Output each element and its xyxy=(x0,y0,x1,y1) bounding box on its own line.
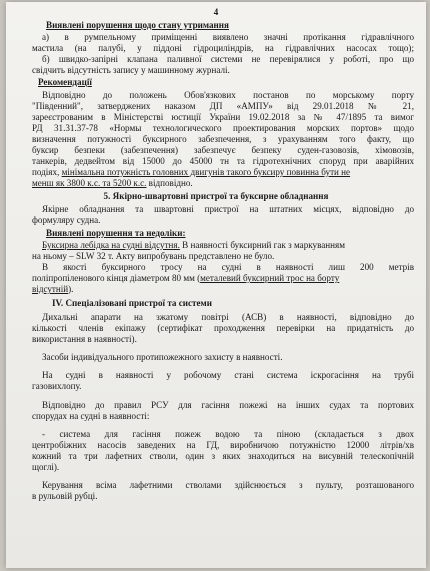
highlight-text: металевий буксирний трос на борту xyxy=(200,273,340,283)
page-number: 4 xyxy=(213,7,219,17)
paragraph-line: В якості буксирного тросу на судні в наявності лиш 200 метрів xyxy=(42,262,414,272)
paragraph-line: Відповідно до положень Обов'язкових постанов по морському порту xyxy=(42,90,414,100)
paragraph-line: Керування всіма лафетними стволами здійснюється з пульту, розташованого xyxy=(42,480,414,490)
violations-heading: Виявлені порушення щодо стану утримання xyxy=(46,20,229,30)
highlight-text: відсутній xyxy=(32,284,69,294)
paragraph-line: танкерів, дедвейтом від 15000 до 45000 тн та гідротехнічних споруд при аварійних xyxy=(32,156,414,166)
paragraph-line: Якірне обладнання та швартовні пристрої на штатних місцях, відповідно до xyxy=(42,204,414,214)
paragraph-line: формуляру судна. xyxy=(32,215,101,225)
section-4-heading: IV. Спеціалізовані пристрої та системи xyxy=(52,298,212,308)
paragraph-text: поліпропіленового кінця діаметром 80 мм ( xyxy=(32,273,201,283)
paragraph-line: на ньому – SLW 32 т. Акту випробувань представлено не було. xyxy=(32,251,275,261)
emphasis-line xyxy=(32,178,414,189)
paragraph-line: зареєстрованим в Міністерстві юстиції України 19.02.2018 за № 47/1895 та вимог xyxy=(32,112,414,122)
paragraph-line: спорудах на судні в наявності: xyxy=(32,411,150,421)
document-page xyxy=(6,2,426,568)
paragraph-line: буксир безпеки (забезпечення) забезпечує безпеку суден-газовозів, хімовозів, xyxy=(32,145,414,155)
paragraph-line: Засоби індивідуального протипожежного захисту в наявності. xyxy=(42,352,283,362)
emphasis-text: менш як 3800 к.с. та 5200 к.с. xyxy=(32,178,147,188)
paragraph-line: кількості членів екіпажу (сертифікат проходження перевірки на придатність до xyxy=(32,323,414,333)
defects-heading: Виявлені порушення та недоліки: xyxy=(46,228,186,238)
emphasis-text: мінімальна потужність головних двигунів такого буксиру повинна бути не xyxy=(61,167,351,177)
emphasis-line xyxy=(32,167,414,178)
paragraph-tail: відповідно. xyxy=(146,178,193,188)
section-5-heading: 5. Якірно-швартовні пристрої та буксирне обладнання xyxy=(103,191,329,201)
paragraph-line: в рульовій рубці. xyxy=(32,491,98,501)
paragraph-line: газовихлопу. xyxy=(32,381,82,391)
paragraph-line: мастила (на палубі, у піддоні гідроциліндрів, на гідравлічних насосах тощо); xyxy=(32,43,414,53)
paragraph-line: свідчить відсутність запису у машинному журналі. xyxy=(32,65,230,75)
paragraph-line: "Південний", затверджених наказом ДП «АМПУ» від 29.01.2018 № 21, xyxy=(32,101,414,111)
recommendations-heading: Рекомендації xyxy=(38,77,92,87)
paragraph-text: В наявності буксирний гак з маркуванням xyxy=(179,240,345,250)
paragraph-line: використання в наявності). xyxy=(32,334,137,344)
paragraph-line: Відповідно до правил РСУ для гасіння пожежі на інших судах та портових xyxy=(42,400,414,410)
paragraph-line: а) в румпельному приміщенні виявлено значні протікання гідравлічного xyxy=(42,32,414,42)
paragraph-line xyxy=(42,240,414,251)
paragraph-line: На судні в наявності у робочому стані система іскрогасіння на трубі xyxy=(42,370,414,380)
paragraph-line: центробіжних насосів заведених на ГД, виробничою потужністю 12000 літрів/хв xyxy=(32,440,414,450)
paragraph-line xyxy=(32,273,414,284)
paragraph-line: щоглі). xyxy=(32,462,60,472)
paragraph-line: визначення потужності буксирного забезпечення, з урахуванням того факту, що xyxy=(32,134,414,144)
highlight-text: Буксирна лебідка на судні відсутня. xyxy=(42,240,180,250)
paragraph-line: Дихальні апарати на зжатому повітрі (АСВ) в наявності, відповідно до xyxy=(42,312,414,322)
paragraph-line xyxy=(32,284,414,295)
emphasis-prefix: подіях, xyxy=(32,167,62,177)
paragraph-line: - система для гасіння пожеж водою та піною (складається з двох xyxy=(42,429,414,439)
paragraph-line: кожний та три лафетних стволи, один з яких знаходиться на висувній телескопічній xyxy=(32,451,414,461)
paragraph-line: РД 31.31.37-78 «Нормы технологического проектирования морских портов» щодо xyxy=(32,123,414,133)
paragraph-text: ). xyxy=(68,284,74,294)
paragraph-line: б) швидко-запірні клапана паливної системи не перевірялися у роботі, про що xyxy=(42,54,414,64)
